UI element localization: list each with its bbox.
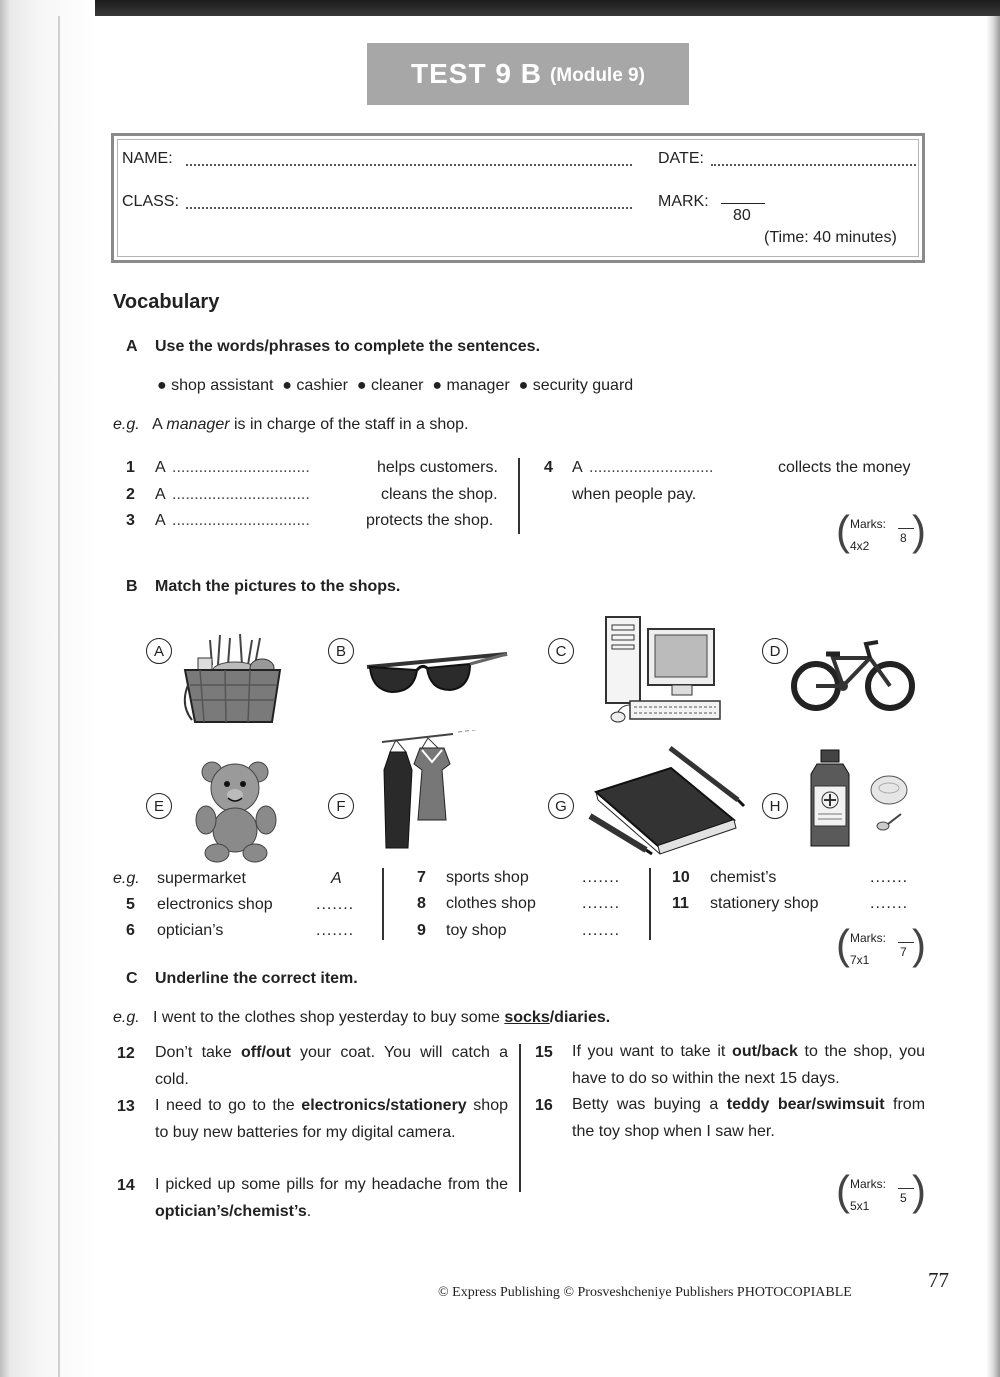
example-answer: socks [504, 1009, 550, 1026]
shop-name: clothes shop [446, 895, 536, 912]
word-bank-item: shop assistant [171, 377, 274, 394]
example-text: A [152, 416, 162, 433]
time-limit: (Time: 40 minutes) [764, 229, 897, 246]
scan-top-shadow [0, 0, 1000, 16]
item-text-part: from the toy shop when I saw her. [572, 1096, 926, 1140]
bullet-icon: ● [356, 377, 367, 394]
item-text [155, 1040, 508, 1093]
picture-label: E [146, 793, 172, 819]
item-number: 4 [544, 459, 553, 476]
marks-multiplier: 4x2 [850, 539, 870, 553]
book-pen-icon [586, 742, 746, 857]
picture-label: D [762, 638, 788, 664]
test-title-box [367, 43, 689, 105]
scan-left-shadow [0, 0, 95, 1377]
picture-label: F [328, 793, 354, 819]
picture-label: G [548, 793, 574, 819]
bracket-left: ( [836, 921, 850, 968]
item-text: helps customers. [377, 459, 498, 476]
marks-multiplier: 7x1 [850, 953, 870, 967]
choice-option-13[interactable]: electronics/stationery [301, 1097, 467, 1114]
marks-total: 7 [900, 945, 907, 959]
page-number: 77 [928, 1268, 949, 1292]
mark-fraction-bar[interactable] [721, 203, 765, 204]
answer-blank-9[interactable]: ....... [582, 922, 621, 939]
item-text-part: I picked up some pills for my headache from the [155, 1176, 508, 1193]
bicycle-icon [788, 636, 918, 716]
exercise-b-letter: B [126, 578, 138, 595]
item-number: 8 [417, 895, 426, 912]
exercise-c-letter: C [126, 970, 138, 987]
bracket-right: ) [912, 921, 926, 968]
name-field[interactable] [186, 164, 632, 166]
clothes-hanger-icon [378, 730, 503, 850]
item-article: A [155, 512, 166, 529]
item-text-part: I need to go to the [155, 1097, 295, 1114]
copyright-footer: © Express Publishing © Prosveshcheniye Publishers PHOTOCOPIABLE [438, 1285, 852, 1300]
item-text-part: Don’t take [155, 1044, 232, 1061]
answer-blank-2[interactable]: ............................... [172, 486, 310, 503]
shop-name: electronics shop [157, 896, 273, 913]
exercise-a-instruction: Use the words/phrases to complete the sentences. [155, 338, 541, 355]
column-divider [382, 868, 384, 940]
answer-blank-11[interactable]: ....... [870, 895, 909, 912]
date-label: DATE: [658, 150, 704, 167]
marks-multiplier: 5x1 [850, 1199, 870, 1213]
class-field[interactable] [186, 207, 632, 209]
example-label: e.g. [113, 416, 140, 433]
exercise-c-instruction: Underline the correct item. [155, 970, 358, 987]
shop-name: optician’s [157, 922, 224, 939]
example-answer: A [331, 870, 342, 887]
choice-option-15[interactable]: out/back [732, 1043, 798, 1060]
test-subtitle: (Module 9) [549, 65, 645, 86]
picture-label: B [328, 638, 354, 664]
item-text: when people pay. [572, 486, 697, 503]
example-label: e.g. [113, 1009, 140, 1026]
student-info-box [111, 133, 925, 263]
answer-blank-7[interactable]: ....... [582, 869, 621, 886]
item-text [155, 1172, 508, 1225]
bracket-left: ( [836, 507, 850, 554]
scan-right-edge [986, 16, 1000, 1377]
item-number: 5 [126, 896, 135, 913]
column-divider [649, 868, 651, 940]
word-bank-item: cleaner [371, 377, 424, 394]
picture-label: C [548, 638, 574, 664]
item-number: 10 [672, 869, 690, 886]
item-number: 12 [117, 1045, 135, 1062]
item-number: 6 [126, 922, 135, 939]
shop-name: chemist’s [710, 869, 777, 886]
column-divider [519, 1044, 521, 1192]
item-text: protects the shop. [366, 512, 494, 529]
sunglasses-icon [362, 642, 512, 702]
choice-option-16[interactable]: teddy bear/swimsuit [726, 1096, 885, 1113]
item-article: A [155, 459, 166, 476]
example-option: /diaries. [549, 1009, 611, 1026]
answer-blank-6[interactable]: ....... [316, 922, 355, 939]
column-divider [518, 458, 520, 534]
item-number: 11 [672, 895, 689, 912]
computer-icon [600, 613, 725, 728]
choice-option-12[interactable]: off/out [241, 1044, 291, 1061]
item-text: cleans the shop. [381, 486, 498, 503]
class-label: CLASS: [122, 193, 179, 210]
example-text: I went to the clothes shop yesterday to buy some [153, 1009, 500, 1026]
bullet-icon: ● [518, 377, 529, 394]
item-text: collects the money [778, 459, 911, 476]
picture-label: A [146, 638, 172, 664]
marks-total: 8 [900, 531, 907, 545]
marks-label: Marks: [850, 931, 886, 945]
shopping-basket-icon [180, 630, 290, 730]
answer-blank-4[interactable]: ............................ [589, 459, 714, 476]
marks-total: 5 [900, 1191, 907, 1205]
choice-option-14[interactable]: optician’s/chemist’s [155, 1202, 307, 1220]
test-title: TEST 9 B [411, 58, 542, 89]
bullet-icon: ● [432, 377, 443, 394]
bracket-right: ) [912, 1167, 926, 1214]
bracket-right: ) [912, 507, 926, 554]
exercise-a-letter: A [126, 338, 138, 355]
item-number: 9 [417, 922, 426, 939]
exercise-a-example [113, 416, 469, 434]
item-text-part: If you want to take it [572, 1043, 726, 1060]
exercise-b-instruction: Match the pictures to the shops. [155, 578, 401, 595]
item-text-part: your coat. You will catch a cold. [155, 1044, 508, 1088]
shop-name: supermarket [157, 870, 246, 887]
item-number: 16 [535, 1097, 553, 1114]
answer-blank-8[interactable]: ....... [582, 895, 621, 912]
marks-box-a [836, 507, 926, 562]
item-number: 7 [417, 869, 426, 886]
scan-fold-line [58, 16, 60, 1377]
item-text-part: Betty was buying a [572, 1096, 719, 1113]
marks-box-c [836, 1167, 926, 1222]
name-label: NAME: [122, 150, 173, 167]
bracket-left: ( [836, 1167, 850, 1214]
item-text [155, 1093, 508, 1146]
item-number: 13 [117, 1098, 135, 1115]
mark-label: MARK: [658, 193, 709, 210]
item-number: 15 [535, 1044, 553, 1061]
date-field[interactable] [711, 164, 916, 166]
bullet-icon: ● [282, 377, 292, 394]
item-text-part: . [306, 1202, 312, 1220]
answer-blank-3[interactable]: ............................... [172, 512, 310, 529]
item-text-part: to the shop, you have to do so within the next 15 days. [572, 1043, 926, 1087]
exercise-c-example [113, 1009, 610, 1027]
word-bank-item: cashier [296, 377, 348, 394]
answer-blank-10[interactable]: ....... [870, 869, 909, 886]
medicine-bottle-icon [805, 748, 915, 853]
item-text [572, 1092, 925, 1145]
marks-box-b [836, 921, 926, 976]
example-label: e.g. [113, 870, 140, 887]
word-bank-item: security guard [532, 377, 634, 394]
answer-blank-1[interactable]: ............................... [172, 459, 310, 476]
answer-blank-5[interactable]: ....... [316, 896, 355, 913]
mark-total: 80 [733, 207, 751, 224]
shop-name: stationery shop [710, 895, 819, 912]
item-number: 1 [126, 459, 135, 476]
bullet-icon: ● [157, 377, 167, 394]
marks-label: Marks: [850, 517, 886, 531]
teddy-bear-icon [192, 758, 282, 863]
item-article: A [155, 486, 166, 503]
word-bank [157, 377, 633, 395]
example-text: is in charge of the staff in a shop. [234, 416, 469, 433]
item-number: 3 [126, 512, 135, 529]
word-bank-item: manager [446, 377, 510, 394]
item-text-part: shop to buy new batteries for my digital camera. [155, 1097, 508, 1141]
example-answer: manager [166, 416, 230, 433]
shop-name: sports shop [446, 869, 529, 886]
item-article: A [572, 459, 583, 476]
marks-label: Marks: [850, 1177, 886, 1191]
section-heading: Vocabulary [113, 291, 220, 313]
item-number: 14 [117, 1177, 135, 1194]
picture-label: H [762, 793, 788, 819]
item-number: 2 [126, 486, 135, 503]
shop-name: toy shop [446, 922, 507, 939]
item-text [572, 1039, 925, 1092]
